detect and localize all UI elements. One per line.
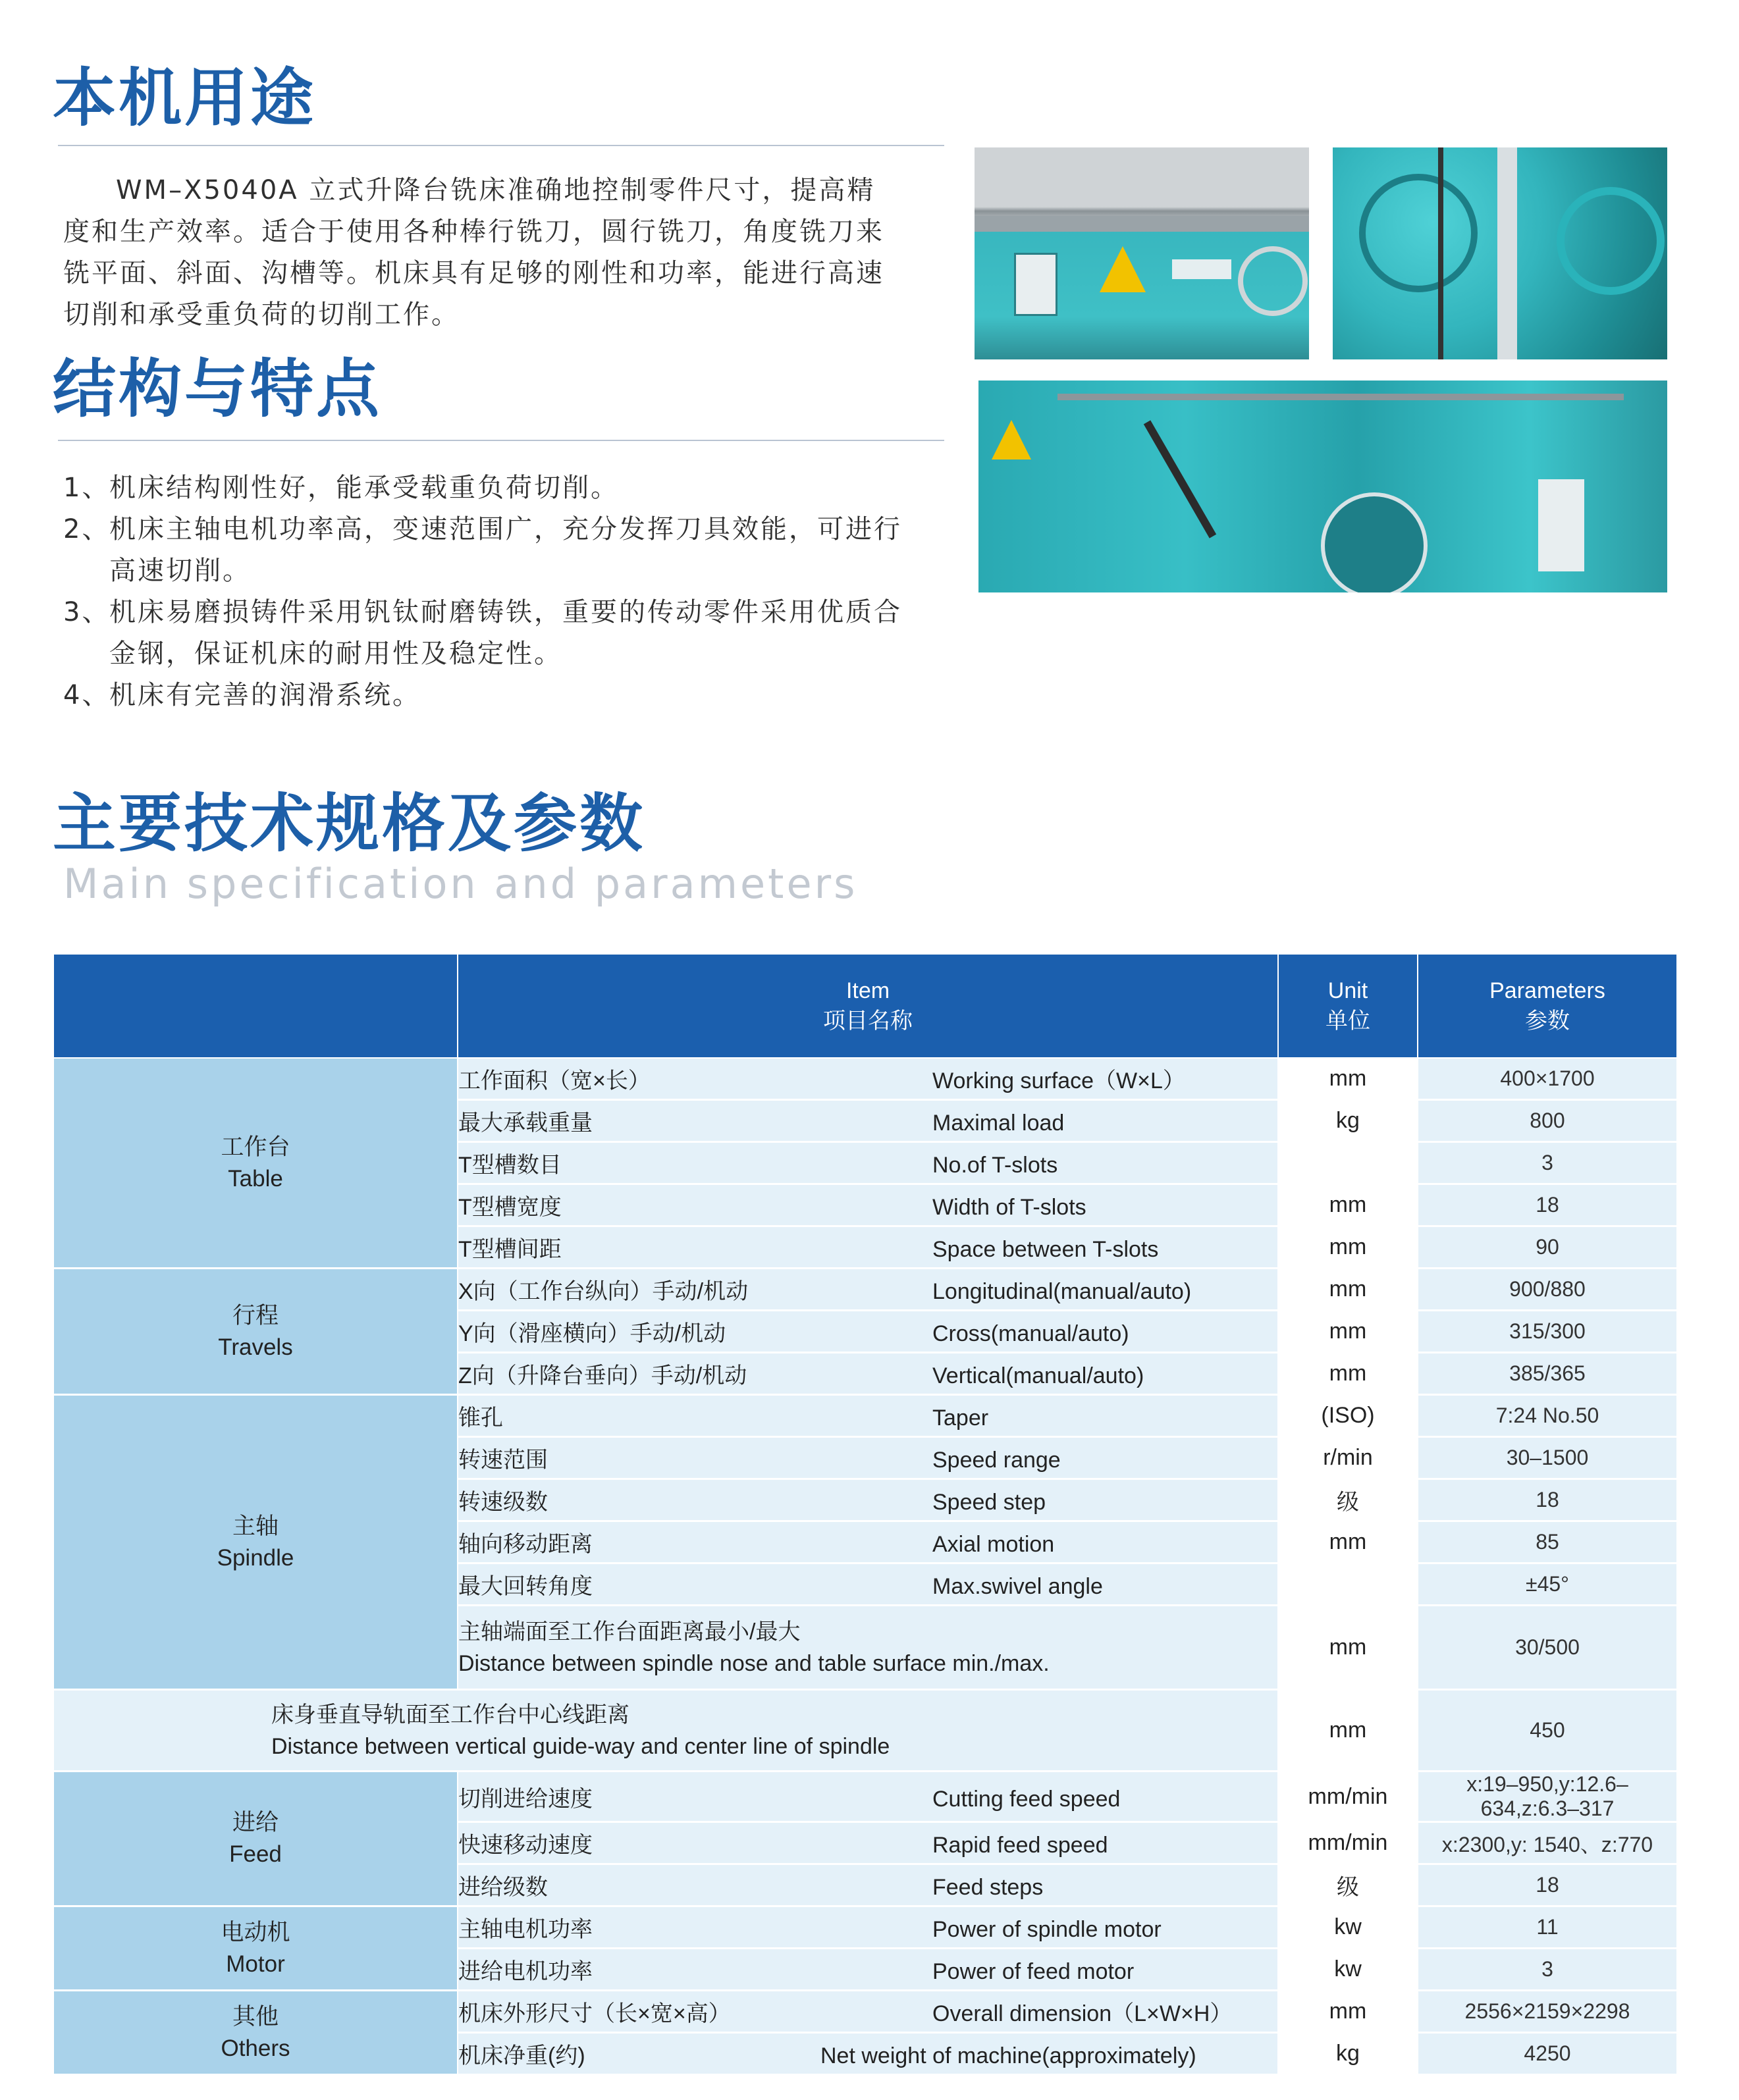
usage-divider [58,145,944,146]
spec-table [53,953,1678,2076]
group-feed: 进给 Feed [53,1772,458,1906]
feature-item: 2、机床主轴电机功率高，变速范围广，充分发挥刀具效能，可进行高速切削。 [63,514,902,586]
table-row: 转速范围 Speed range r/min 30–1500 [53,1437,1677,1479]
table-row: 工作台 Table 工作面积（宽×长） Working surface（W×L） mm 400×1700 [53,1058,1677,1100]
table-row: 机床净重(约) Net weight of machine(approximately) kg 4250 [53,2033,1677,2075]
table-row: 最大回转角度 Max.swivel angle ±45° [53,1563,1677,1606]
feature-item: 3、机床易磨损铸件采用钒钛耐磨铸铁，重要的传动零件采用优质合金钢，保证机床的耐用性及稳定性。 [63,597,902,669]
table-row: 行程 Travels X向（工作台纵向）手动/机动 Longitudinal(manual/auto) mm 900/880 [53,1269,1677,1311]
usage-title: 本机用途 [53,61,316,135]
spec-subtitle: Main specification and parameters [63,860,858,908]
table-row: Y向（滑座横向）手动/机动 Cross(manual/auto) mm 315/300 [53,1311,1677,1353]
table-row: 主轴 Spindle 锥孔 Taper (ISO) 7:24 No.50 [53,1395,1677,1437]
table-row: 轴向移动距离 Axial motion mm 85 [53,1521,1677,1563]
features-title: 结构与特点 [53,352,382,426]
table-row: T型槽数目 No.of T-slots 3 [53,1142,1677,1184]
machine-photo-spindle [1333,147,1667,359]
group-motor: 电动机 Motor [53,1906,458,1991]
spec-title: 主要技术规格及参数 [53,787,645,860]
feature-item: 1、机床结构刚性好，能承受载重负荷切削。 [63,473,619,503]
features-list [63,467,919,716]
table-row: 转速级数 Speed step 级 18 [53,1479,1677,1521]
header-parameters: Parameters 参数 [1418,954,1677,1058]
group-table: 工作台 Table [53,1058,458,1269]
table-row: 电动机 Motor 主轴电机功率 Power of spindle motor kw 11 [53,1906,1677,1949]
spec-header-row [53,954,1677,1058]
machine-photo-knee [978,381,1667,592]
table-row: 其他 Others 机床外形尺寸（长×宽×高） Overall dimension（L×W×H） mm 2556×2159×2298 [53,1991,1677,2033]
group-others: 其他 Others [53,1991,458,2075]
table-row: 进给 Feed 切削进给速度 Cutting feed speed mm/min x:19–950,y:12.6–634,z:6.3–317 [53,1772,1677,1822]
header-item: Item 项目名称 [458,954,1278,1058]
table-row: 进给级数 Feed steps 级 18 [53,1864,1677,1906]
table-row: Z向（升降台垂向）手动/机动 Vertical(manual/auto) mm 385/365 [53,1353,1677,1395]
table-row: 进给电机功率 Power of feed motor kw 3 [53,1949,1677,1991]
usage-text: WM–X5040A 立式升降台铣床准确地控制零件尺寸，提高精度和生产效率。适合于使用各种棒行铣刀，圆行铣刀，角度铣刀来铣平面、斜面、沟槽等。机床具有足够的刚性和功率，能进行高速切削和承受重负荷的切削工作。 [63,175,884,330]
header-group-blank [53,954,458,1058]
machine-photo-table [975,147,1309,359]
group-travels: 行程 Travels [53,1269,458,1395]
table-row: 最大承载重量 Maximal load kg 800 [53,1100,1677,1142]
table-row: 主轴端面至工作台面距离最小/最大 Distance between spindle nose and table surface min./max. mm 30/500 [53,1606,1677,1690]
group-spindle: 主轴 Spindle [53,1395,458,1690]
table-row: 快速移动速度 Rapid feed speed mm/min x:2300,y: 1540、z:770 [53,1822,1677,1864]
table-row: T型槽间距 Space between T-slots mm 90 [53,1226,1677,1269]
table-row: T型槽宽度 Width of T-slots mm 18 [53,1184,1677,1226]
header-unit: Unit 单位 [1278,954,1418,1058]
feature-item: 4、机床有完善的润滑系统。 [63,680,421,710]
table-row: 床身垂直导轨面至工作台中心线距离 Distance between vertical guide-way and center line of spindle mm 450 [53,1690,1677,1772]
features-divider [58,440,944,441]
